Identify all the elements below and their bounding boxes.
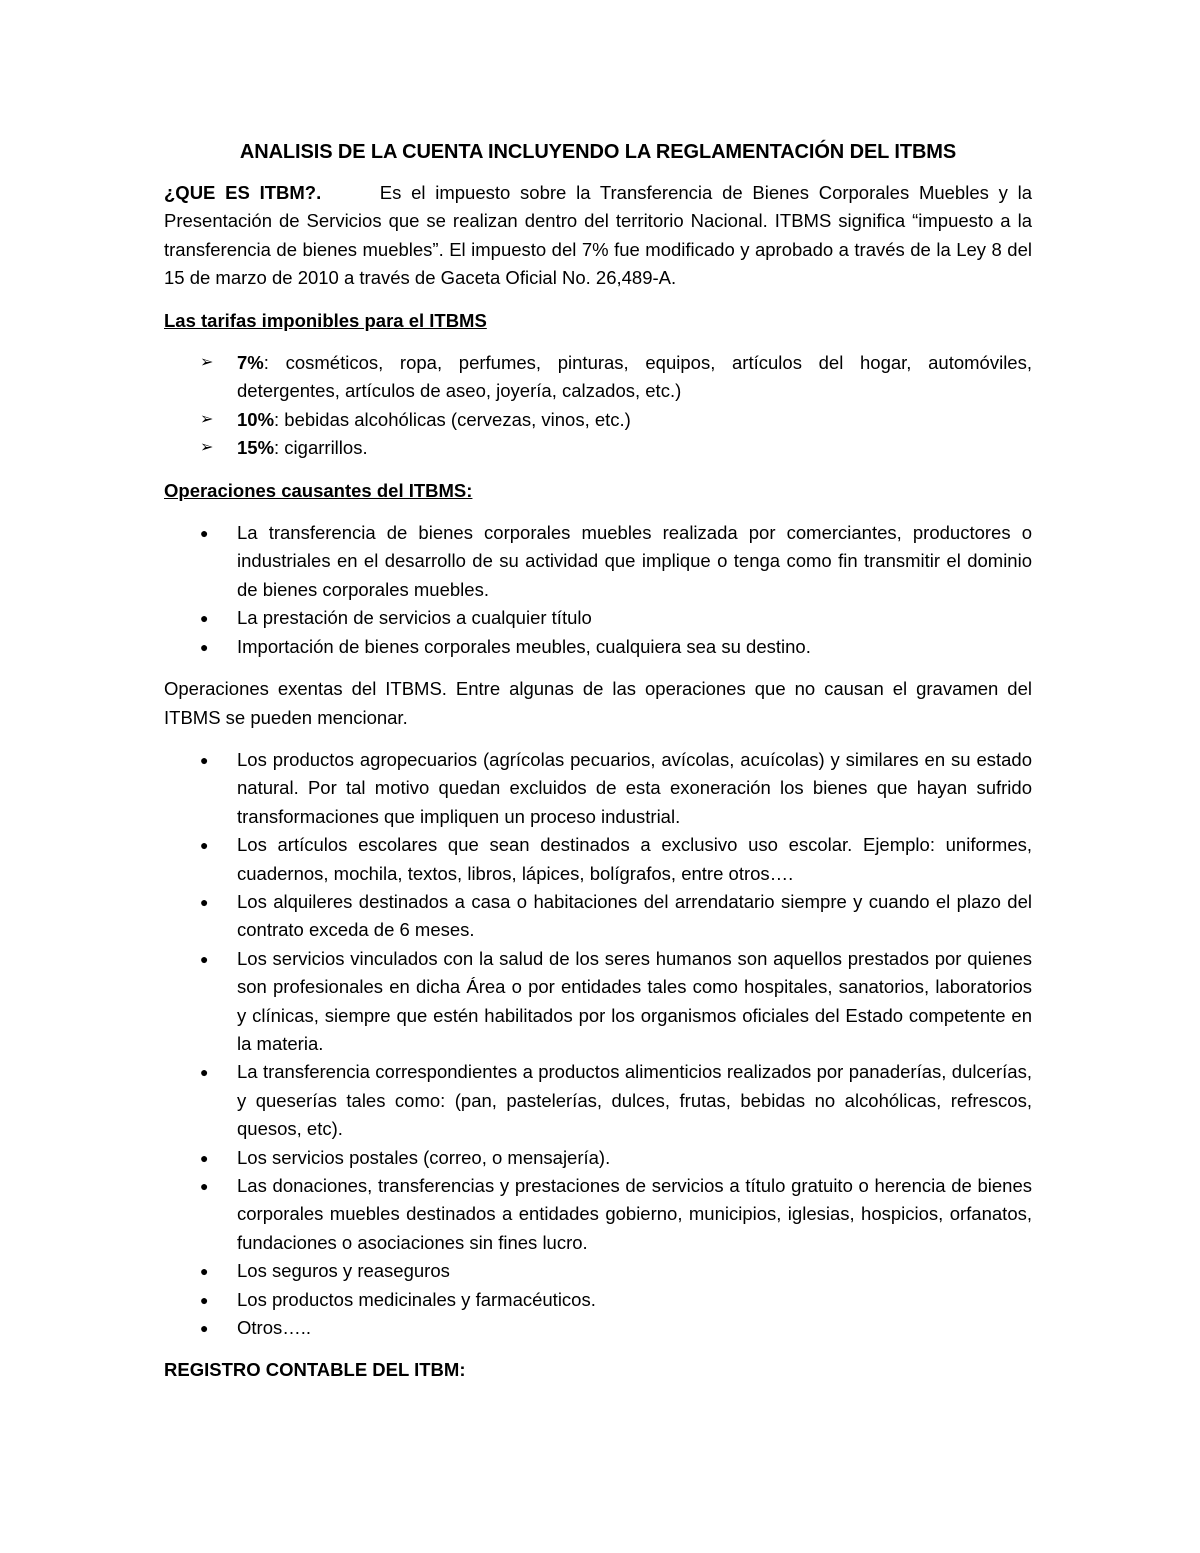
rate-label: 10% (237, 408, 275, 430)
exentas-list (164, 746, 1032, 1343)
round-bullet-icon: ● (200, 1263, 209, 1280)
list-item (164, 1286, 1032, 1314)
list-item (164, 434, 1032, 462)
round-bullet-icon: ● (200, 1149, 209, 1166)
list-item-text: Importación de bienes corporales meubles, cualquiera sea su destino. (237, 635, 811, 657)
list-item-text: Los productos agropecuarios (agrícolas pecuarios, avícolas, acuícolas) y similares en su estado natural. Por tal motivo quedan excluidos de esta exoneración los bienes que hayan sufrido transformaciones que impliquen un proceso industrial. (237, 748, 1032, 827)
rate-label: 7% (237, 352, 264, 374)
list-item (164, 945, 1032, 1059)
list-item-text: La prestación de servicios a cualquier título (237, 607, 592, 629)
round-bullet-icon: ● (200, 1320, 209, 1337)
list-item (164, 406, 1032, 434)
causantes-list (164, 519, 1032, 661)
round-bullet-icon: ● (200, 1064, 209, 1081)
rate-description: : cigarrillos. (274, 437, 368, 459)
list-item-text: Los servicios postales (correo, o mensajería). (237, 1146, 611, 1168)
list-item (164, 1058, 1032, 1143)
registro-heading: REGISTRO CONTABLE DEL ITBM: (164, 1359, 466, 1381)
list-item (164, 604, 1032, 632)
list-item (164, 1257, 1032, 1285)
causantes-heading: Operaciones causantes del ITBMS: (164, 479, 473, 501)
list-item-text: La transferencia correspondientes a productos alimenticios realizados por panaderías, dulcerías, y queserías tales como: (pan, pastelerías, dulces, frutas, bebidas no alcohólicas, refrescos, quesos, etc). (237, 1061, 1032, 1140)
round-bullet-icon: ● (200, 610, 209, 627)
arrow-bullet-icon: ➢ (200, 354, 214, 372)
list-item-text: La transferencia de bienes corporales muebles realizada por comerciantes, productores o industriales en el desarrollo de su actividad que implique o tenga como fin transmitir el dominio de bienes corporales muebles. (237, 522, 1032, 600)
round-bullet-icon: ● (200, 525, 209, 542)
list-item (164, 1172, 1032, 1257)
list-item-text: Otros….. (237, 1317, 312, 1339)
intro-paragraph (164, 179, 1032, 293)
rate-label: 15% (237, 437, 275, 459)
rate-description: : bebidas alcohólicas (cervezas, vinos, etc.) (274, 408, 631, 430)
list-item-text: Las donaciones, transferencias y prestaciones de servicios a título gratuito o herencia de bienes corporales muebles destinados a entidades gobierno, municipios, iglesias, hospicios, orfanatos, fundaciones o asociaciones sin fines lucro. (237, 1175, 1032, 1253)
arrow-bullet-icon: ➢ (200, 410, 214, 428)
list-item-text: Los productos medicinales y farmacéuticos. (237, 1288, 596, 1310)
intro-text: Es el impuesto sobre la Transferencia de Bienes Corporales Muebles y la Presentación de Servicios que se realizan dentro del territorio Nacional. ITBMS significa “impuesto a la transferencia de bienes muebles”. El impuesto del 7% fue modificado y aprobado a través de la Ley 8 del 15 de marzo de 2010 a través de Gaceta Oficial No. 26,489-A. (164, 182, 1033, 289)
list-item-text: Los servicios vinculados con la salud de los seres humanos son aquellos prestados por quienes son profesionales en dicha Área o por entidades tales como hospitales, sanatorios, laboratorios y clínicas, siempre que estén habilitados por los organismos oficiales del Estado competente en la materia. (237, 947, 1032, 1054)
rate-description: : cosméticos, ropa, perfumes, pinturas, equipos, artículos del hogar, automóviles, detergentes, artículos de aseo, joyería, calzados, etc.) (237, 352, 1032, 402)
arrow-bullet-icon: ➢ (200, 439, 214, 457)
round-bullet-icon: ● (200, 893, 209, 910)
list-item-text: Los alquileres destinados a casa o habitaciones del arrendatario siempre y cuando el plazo del contrato exceda de 6 meses. (237, 890, 1032, 941)
document-title: ANALISIS DE LA CUENTA INCLUYENDO LA REGLAMENTACIÓN DEL ITBMS (239, 141, 957, 163)
list-item-text: Los seguros y reaseguros (237, 1260, 450, 1282)
round-bullet-icon: ● (200, 950, 209, 967)
intro-lead: ¿QUE ES ITBM?. (164, 182, 322, 203)
list-item-text: Los artículos escolares que sean destinados a exclusivo uso escolar. Ejemplo: uniformes, cuadernos, mochila, textos, libros, lápices, bolígrafos, entre otros…. (237, 834, 1032, 884)
list-item (164, 633, 1032, 661)
round-bullet-icon: ● (200, 837, 209, 854)
tarifas-heading: Las tarifas imponibles para el ITBMS (164, 309, 487, 331)
tarifas-list (164, 349, 1032, 463)
list-item (164, 746, 1032, 831)
list-item (164, 519, 1032, 604)
round-bullet-icon: ● (200, 751, 209, 768)
list-item (164, 349, 1032, 406)
round-bullet-icon: ● (200, 638, 209, 655)
list-item (164, 1314, 1032, 1342)
list-item (164, 1144, 1032, 1172)
exentas-intro: Operaciones exentas del ITBMS. Entre algunas de las operaciones que no causan el gravamen del ITBMS se pueden mencionar. (164, 678, 1032, 728)
round-bullet-icon: ● (200, 1178, 209, 1194)
document-page (164, 138, 1032, 1385)
list-item (164, 888, 1032, 945)
round-bullet-icon: ● (200, 1291, 209, 1308)
list-item (164, 831, 1032, 888)
